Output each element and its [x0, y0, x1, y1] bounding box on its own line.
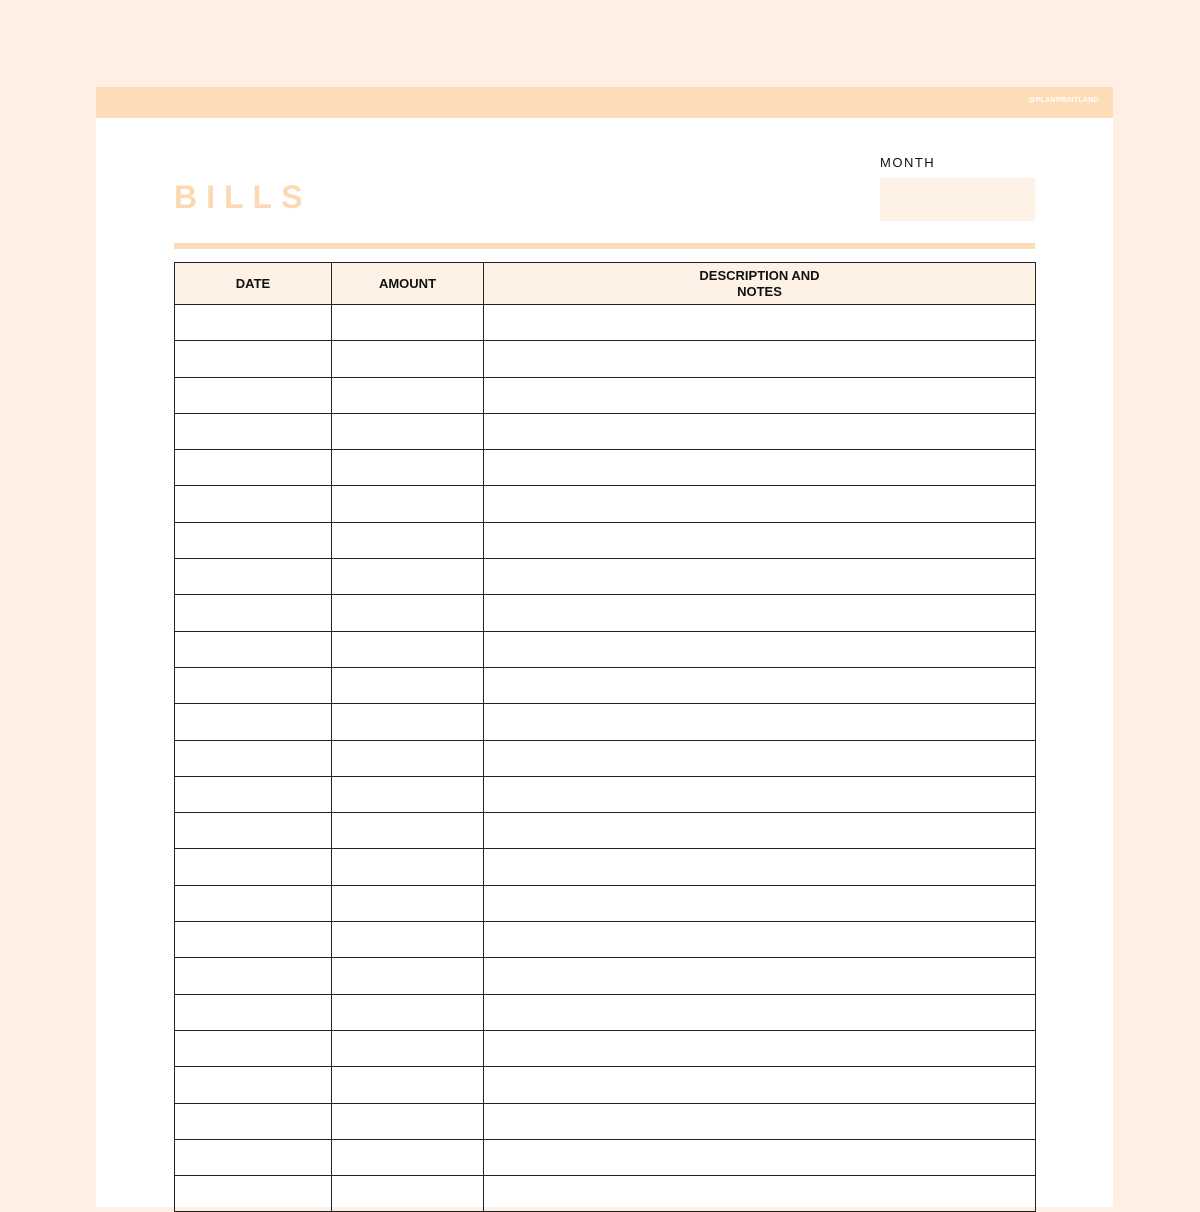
date-cell[interactable] — [175, 704, 332, 740]
description-cell[interactable] — [484, 1176, 1036, 1212]
amount-cell[interactable] — [332, 341, 484, 377]
amount-cell[interactable] — [332, 631, 484, 667]
date-cell[interactable] — [175, 559, 332, 595]
description-cell[interactable] — [484, 1067, 1036, 1103]
description-cell[interactable] — [484, 305, 1036, 341]
table-row — [175, 704, 1036, 740]
date-cell[interactable] — [175, 1139, 332, 1175]
date-cell[interactable] — [175, 486, 332, 522]
description-cell[interactable] — [484, 813, 1036, 849]
amount-cell[interactable] — [332, 522, 484, 558]
table-row — [175, 595, 1036, 631]
amount-cell[interactable] — [332, 1103, 484, 1139]
description-cell[interactable] — [484, 1139, 1036, 1175]
amount-cell[interactable] — [332, 305, 484, 341]
page-title: BILLS — [174, 179, 312, 215]
date-cell[interactable] — [175, 1176, 332, 1212]
table-row — [175, 1103, 1036, 1139]
amount-cell[interactable] — [332, 377, 484, 413]
description-cell[interactable] — [484, 522, 1036, 558]
table-header-row — [175, 263, 1036, 305]
date-cell[interactable] — [175, 413, 332, 449]
description-cell[interactable] — [484, 1103, 1036, 1139]
description-cell[interactable] — [484, 922, 1036, 958]
month-label: MONTH — [880, 155, 936, 170]
table-row — [175, 413, 1036, 449]
month-field[interactable] — [880, 178, 1035, 221]
amount-cell[interactable] — [332, 813, 484, 849]
amount-cell[interactable] — [332, 922, 484, 958]
table-row — [175, 486, 1036, 522]
date-cell[interactable] — [175, 305, 332, 341]
table-row — [175, 740, 1036, 776]
planner-page — [96, 87, 1113, 1207]
header-bar — [96, 87, 1113, 118]
amount-cell[interactable] — [332, 994, 484, 1030]
description-cell[interactable] — [484, 849, 1036, 885]
amount-cell[interactable] — [332, 1176, 484, 1212]
amount-cell[interactable] — [332, 1030, 484, 1066]
header-date: DATE — [175, 263, 332, 305]
date-cell[interactable] — [175, 994, 332, 1030]
amount-cell[interactable] — [332, 776, 484, 812]
date-cell[interactable] — [175, 595, 332, 631]
description-cell[interactable] — [484, 885, 1036, 921]
table-row — [175, 958, 1036, 994]
table-row — [175, 341, 1036, 377]
date-cell[interactable] — [175, 631, 332, 667]
amount-cell[interactable] — [332, 559, 484, 595]
table-row — [175, 450, 1036, 486]
date-cell[interactable] — [175, 958, 332, 994]
description-cell[interactable] — [484, 559, 1036, 595]
table-row — [175, 631, 1036, 667]
table-row — [175, 1139, 1036, 1175]
divider — [174, 243, 1035, 249]
description-cell[interactable] — [484, 450, 1036, 486]
table-row — [175, 813, 1036, 849]
description-cell[interactable] — [484, 377, 1036, 413]
table-row — [175, 1067, 1036, 1103]
amount-cell[interactable] — [332, 486, 484, 522]
table-row — [175, 377, 1036, 413]
table-row — [175, 776, 1036, 812]
date-cell[interactable] — [175, 377, 332, 413]
date-cell[interactable] — [175, 1030, 332, 1066]
header-description — [484, 263, 1036, 305]
header-description-label: DESCRIPTION AND NOTES — [699, 267, 820, 299]
date-cell[interactable] — [175, 450, 332, 486]
date-cell[interactable] — [175, 667, 332, 703]
description-cell[interactable] — [484, 1030, 1036, 1066]
description-cell[interactable] — [484, 704, 1036, 740]
date-cell[interactable] — [175, 885, 332, 921]
table-row — [175, 885, 1036, 921]
amount-cell[interactable] — [332, 450, 484, 486]
amount-cell[interactable] — [332, 413, 484, 449]
watermark: @PLANPRINTLAND — [1028, 97, 1099, 104]
amount-cell[interactable] — [332, 595, 484, 631]
table-row — [175, 1176, 1036, 1212]
table-row — [175, 1030, 1036, 1066]
amount-cell[interactable] — [332, 849, 484, 885]
date-cell[interactable] — [175, 849, 332, 885]
table-row — [175, 559, 1036, 595]
description-cell[interactable] — [484, 631, 1036, 667]
description-cell[interactable] — [484, 413, 1036, 449]
date-cell[interactable] — [175, 813, 332, 849]
date-cell[interactable] — [175, 776, 332, 812]
date-cell[interactable] — [175, 740, 332, 776]
date-cell[interactable] — [175, 1103, 332, 1139]
description-cell[interactable] — [484, 740, 1036, 776]
date-cell[interactable] — [175, 922, 332, 958]
table-row — [175, 667, 1036, 703]
header-amount: AMOUNT — [332, 263, 484, 305]
description-cell[interactable] — [484, 595, 1036, 631]
description-cell[interactable] — [484, 776, 1036, 812]
amount-cell[interactable] — [332, 1139, 484, 1175]
description-cell[interactable] — [484, 341, 1036, 377]
amount-cell[interactable] — [332, 667, 484, 703]
bills-table — [174, 262, 1036, 1212]
table-row — [175, 849, 1036, 885]
amount-cell[interactable] — [332, 704, 484, 740]
date-cell[interactable] — [175, 341, 332, 377]
table-row — [175, 305, 1036, 341]
amount-cell[interactable] — [332, 740, 484, 776]
description-cell[interactable] — [484, 958, 1036, 994]
date-cell[interactable] — [175, 1067, 332, 1103]
amount-cell[interactable] — [332, 885, 484, 921]
table-row — [175, 922, 1036, 958]
description-cell[interactable] — [484, 994, 1036, 1030]
amount-cell[interactable] — [332, 958, 484, 994]
table-row — [175, 522, 1036, 558]
amount-cell[interactable] — [332, 1067, 484, 1103]
description-cell[interactable] — [484, 486, 1036, 522]
description-cell[interactable] — [484, 667, 1036, 703]
table-row — [175, 994, 1036, 1030]
date-cell[interactable] — [175, 522, 332, 558]
